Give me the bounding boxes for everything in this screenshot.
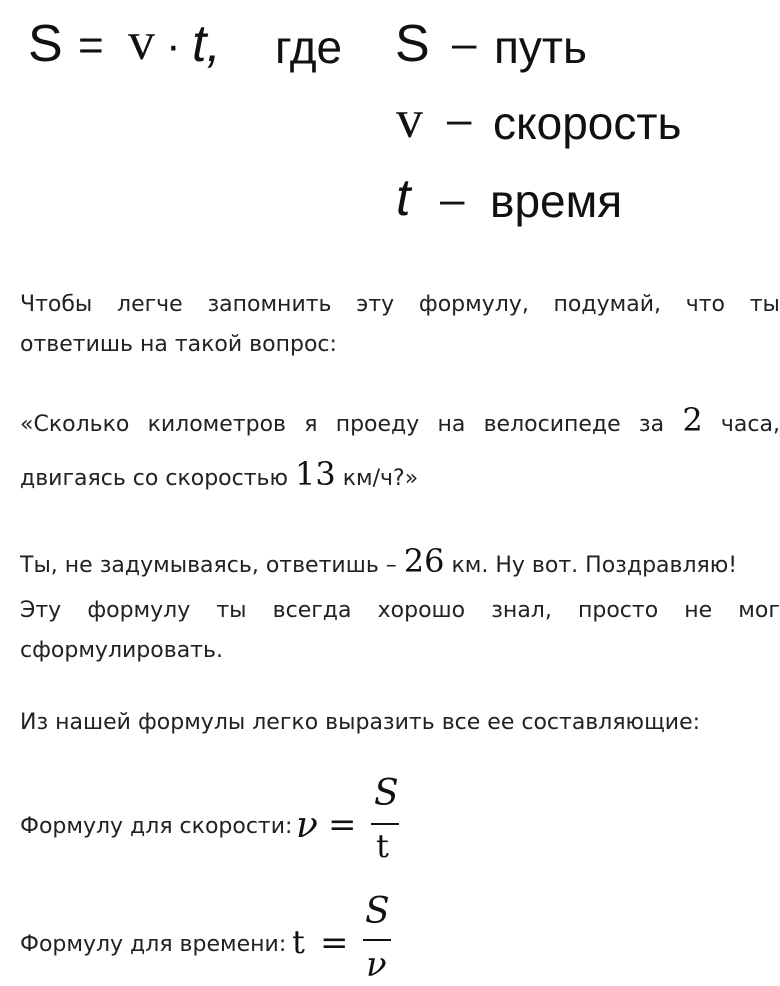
paragraph-3-line-3: сформулировать. bbox=[20, 638, 223, 663]
word: подумай, bbox=[553, 292, 661, 317]
formula-dot: · bbox=[166, 21, 181, 70]
word: знал, bbox=[491, 598, 552, 623]
word: эту bbox=[356, 292, 395, 317]
word: запомнить bbox=[207, 292, 332, 317]
word: я bbox=[304, 412, 318, 437]
text-segment: Ты, не задумываясь, ответишь – bbox=[20, 553, 404, 578]
word: что bbox=[685, 292, 725, 317]
fraction-bar bbox=[371, 823, 399, 825]
formula-v-def: v bbox=[396, 89, 423, 149]
text-segment: км/ч?» bbox=[335, 466, 419, 491]
speed-formula-lhs: ν bbox=[296, 805, 318, 846]
formula-speed-label: скорость bbox=[493, 97, 682, 149]
paragraph-3-line-1 bbox=[20, 542, 780, 580]
number-2: 2 bbox=[682, 401, 703, 439]
speed-formula-denominator: t bbox=[376, 827, 389, 865]
time-formula-label: Формулу для времени: bbox=[20, 932, 287, 957]
speed-formula-label: Формулу для скорости: bbox=[20, 814, 293, 839]
word: километров bbox=[147, 412, 287, 437]
word: часа, bbox=[720, 412, 780, 437]
formula-dash: – bbox=[452, 19, 477, 68]
word: велосипеде bbox=[483, 412, 621, 437]
paragraph-2-line-2 bbox=[20, 455, 780, 493]
speed-formula-equals: = bbox=[328, 805, 357, 845]
time-formula bbox=[20, 891, 440, 986]
word: проеду bbox=[335, 412, 420, 437]
formula-t: t, bbox=[192, 15, 221, 73]
text-segment: км. Ну вот. Поздравляю! bbox=[444, 553, 738, 578]
formula-image bbox=[0, 0, 720, 250]
formula-dash: – bbox=[440, 175, 465, 224]
paragraph-2-line-1 bbox=[20, 401, 780, 439]
time-formula-denominator: ν bbox=[366, 945, 387, 985]
formula-equals: = bbox=[78, 21, 104, 70]
formula-v: v bbox=[128, 11, 155, 71]
formula-dash: – bbox=[447, 95, 472, 144]
word: не bbox=[684, 598, 713, 623]
word: Чтобы bbox=[20, 292, 93, 317]
formula-path-label: путь bbox=[494, 21, 587, 73]
word: Эту bbox=[20, 598, 62, 623]
text-segment: двигаясь со скоростью bbox=[20, 466, 296, 491]
word: формулу bbox=[87, 598, 191, 623]
formula-s-def: S bbox=[395, 15, 430, 73]
formula-s: S bbox=[28, 15, 63, 73]
word: за bbox=[638, 412, 665, 437]
fraction-bar bbox=[363, 939, 391, 941]
word: хорошо bbox=[377, 598, 466, 623]
time-formula-lhs: t bbox=[292, 923, 305, 961]
formula-t-def: t bbox=[396, 169, 411, 227]
time-formula-equals: = bbox=[320, 923, 349, 963]
number-13: 13 bbox=[295, 455, 336, 493]
word: «Сколько bbox=[20, 412, 130, 437]
formula-time-label: время bbox=[490, 175, 623, 227]
paragraph-3-line-2 bbox=[20, 600, 780, 622]
paragraph-1-line-1 bbox=[20, 294, 780, 316]
paragraph-4: Из нашей формулы легко выразить все ее составляющие: bbox=[20, 710, 701, 735]
time-formula-numerator: S bbox=[365, 891, 390, 932]
speed-formula-numerator: S bbox=[374, 773, 399, 814]
word: мог bbox=[738, 598, 780, 623]
word: на bbox=[437, 412, 466, 437]
word: ты bbox=[216, 598, 247, 623]
word: легче bbox=[117, 292, 183, 317]
paragraph-1-line-2: ответишь на такой вопрос: bbox=[20, 332, 337, 357]
word: ты bbox=[749, 292, 780, 317]
formula-where: где bbox=[275, 21, 343, 73]
word: формулу, bbox=[418, 292, 529, 317]
word: всегда bbox=[272, 598, 352, 623]
word: просто bbox=[577, 598, 659, 623]
speed-formula bbox=[20, 773, 440, 866]
number-26: 26 bbox=[403, 542, 445, 580]
